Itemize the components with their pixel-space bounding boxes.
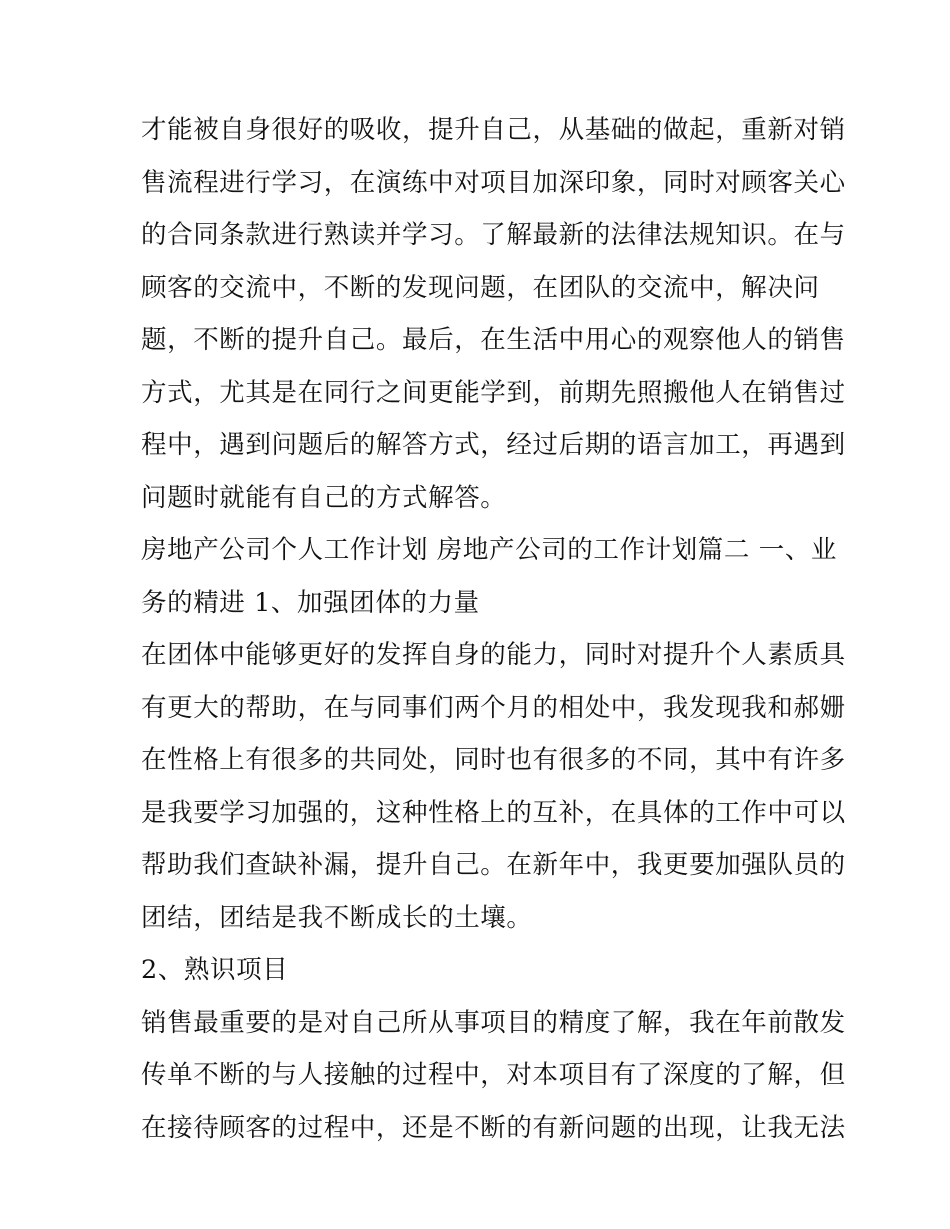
subsection-heading: 2、熟识项目 xyxy=(141,955,289,985)
text-line: 顾客的交流中，不断的发现问题，在团队的交流中，解决问 xyxy=(141,272,820,303)
text-line: 的合同条款进行熟读并学习。了解最新的法律法规知识。在与 xyxy=(141,220,846,250)
text-line: 程中，遇到问题后的解答方式，经过后期的语言加工，再遇到 xyxy=(141,430,846,460)
text-line: 售流程进行学习，在演练中对项目加深印象，同时对顾客关心 xyxy=(141,167,846,198)
section-heading-line: 房地产公司个人工作计划 房地产公司的工作计划篇二 一、业 xyxy=(141,535,838,565)
text-line: 团结，团结是我不断成长的土壤。 xyxy=(141,902,533,933)
text-line: 传单不断的与人接触的过程中，对本项目有了深度的了解，但 xyxy=(141,1060,846,1090)
text-line: 问题时就能有自己的方式解答。 xyxy=(141,482,507,513)
text-line: 在接待顾客的过程中，还是不断的有新问题的出现，让我无法 xyxy=(141,1112,846,1143)
text-line: 在团体中能够更好的发挥自身的能力，同时对提升个人素质具 xyxy=(141,640,846,670)
text-line: 是我要学习加强的，这种性格上的互补，在具体的工作中可以 xyxy=(141,797,846,828)
text-line: 在性格上有很多的共同处，同时也有很多的不同，其中有许多 xyxy=(141,745,846,775)
section-heading-line: 务的精进 1、加强团体的力量 xyxy=(141,587,480,618)
document-body xyxy=(141,104,846,1154)
text-line: 有更大的帮助，在与同事们两个月的相处中，我发现我和郝姗 xyxy=(141,692,846,723)
text-line: 题，不断的提升自己。最后，在生活中用心的观察他人的销售 xyxy=(141,325,846,355)
text-line: 方式，尤其是在同行之间更能学到，前期先照搬他人在销售过 xyxy=(141,377,846,408)
text-line: 才能被自身很好的吸收，提升自己，从基础的做起，重新对销 xyxy=(141,115,846,145)
text-line: 帮助我们查缺补漏，提升自己。在新年中，我更要加强队员的 xyxy=(141,850,846,880)
text-line: 销售最重要的是对自己所从事项目的精度了解，我在年前散发 xyxy=(141,1007,846,1038)
